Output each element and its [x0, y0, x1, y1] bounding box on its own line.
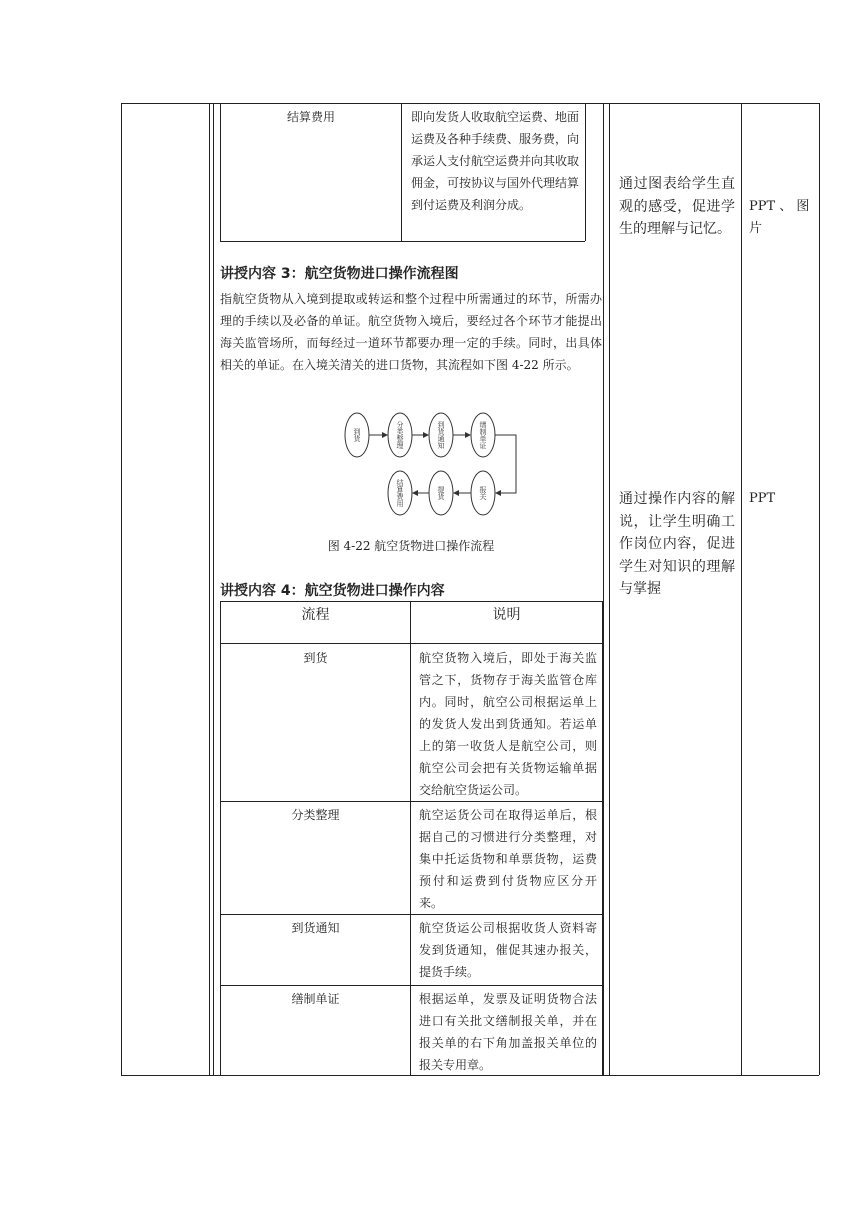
section3-paragraph: 指航空货物从入境到提取或转运和整个过程中所需通过的环节，所需办理的手续以及必备的单证。航空货物入境后，要经过各个环节才能提出海关监管场所，而每经过一道环节都要办理一定的手续。同时，出具体相关的单证。在入境关清关的进口货物，其流程如下图 4-22 所示。	[220, 292, 602, 372]
ops-row2-step: 分类整理	[291, 808, 340, 822]
fee-table-step: 结算费用	[286, 110, 335, 124]
ops-table-header-bottom	[220, 643, 602, 644]
ops-table-row2-bottom	[220, 914, 602, 915]
flow-label-notice: 到货通知	[437, 421, 445, 449]
outer-right-border	[819, 103, 820, 1075]
flow-label-declaration: 报关	[479, 486, 487, 500]
fee-table-mid	[401, 103, 402, 241]
flow-label-settlement: 结算费用	[396, 479, 404, 507]
teaching-intent-2: 通过操作内容的解说，让学生明确工作岗位内容，促进学生对知识的理解与掌握	[619, 491, 735, 597]
col-divider-1	[209, 103, 210, 1075]
outer-top-border	[121, 103, 819, 104]
ops-table-row1-bottom	[220, 801, 602, 802]
teaching-intent-1: 通过图表给学生直观的感受，促进学生的理解与记忆。	[619, 176, 735, 237]
ops-row4-desc: 根据运单，发票及证明货物合法进口有关批文缮制报关单，并在报关单的右下角加盖报关单位的报关专用章。	[419, 992, 597, 1072]
ops-row1-step: 到货	[303, 651, 328, 665]
section4-heading: 讲授内容 4：航空货物进口操作内容	[220, 583, 445, 599]
ops-table-row3-bottom	[220, 985, 602, 986]
ops-row3-step: 到货通知	[291, 921, 340, 935]
ops-table-mid	[410, 601, 411, 1075]
ops-row2-desc: 航空运货公司在取得运单后，根据自己的习惯进行分类整理，对集中托运货物和单票货物，运费预付和运费到付货物应区分开来。	[419, 808, 597, 910]
ops-table-top	[220, 601, 602, 602]
teaching-tools-2: PPT	[749, 491, 776, 506]
ops-row4-step: 缮制单证	[291, 992, 340, 1006]
col-divider-1b	[213, 103, 214, 1075]
col-divider-2b	[609, 103, 610, 1075]
section3-heading: 讲授内容 3：航空货物进口操作流程图	[220, 266, 459, 282]
fee-table-bottom	[220, 241, 585, 242]
flowchart-svg	[340, 405, 520, 520]
flow-arrow-4	[495, 435, 516, 493]
ops-header-desc: 说明	[492, 607, 521, 623]
col-divider-3	[741, 103, 742, 1075]
teaching-tools-1: PPT 、 图片	[749, 199, 810, 236]
fee-table-desc: 即向发货人收取航空运费、地面运费及各种手续费、服务费，向承运人支付航空运费并向其收取佣金，可按协议与国外代理结算到付运费及利润分成。	[411, 110, 580, 212]
flowchart-caption: 图 4-22 航空货物进口操作流程	[327, 539, 495, 553]
ops-header-step: 流程	[301, 607, 330, 623]
outer-left-border	[121, 103, 122, 1075]
flowchart	[340, 405, 520, 520]
flow-label-arrival: 到货	[353, 428, 361, 442]
flow-label-documents: 缮制单证	[479, 421, 487, 449]
ops-table-right	[602, 601, 603, 1075]
flow-label-sorting: 分类整理	[396, 421, 404, 449]
fee-table-left	[220, 103, 221, 241]
col-divider-2	[603, 103, 604, 1075]
fee-table-right	[585, 103, 586, 241]
ops-row3-desc: 航空货运公司根据收货人资料寄发到货通知，催促其速办报关，提货手续。	[419, 921, 597, 979]
ops-row1-desc: 航空货物入境后，即处于海关监管之下，货物存于海关监管仓库内。同时，航空公司根据运单上的发货人发出到货通知。若运单上的第一收货人是航空公司，则航空公司会把有关货物运输单据交给航空货运公司。	[419, 651, 597, 797]
flow-label-pickup: 提货	[437, 486, 445, 500]
